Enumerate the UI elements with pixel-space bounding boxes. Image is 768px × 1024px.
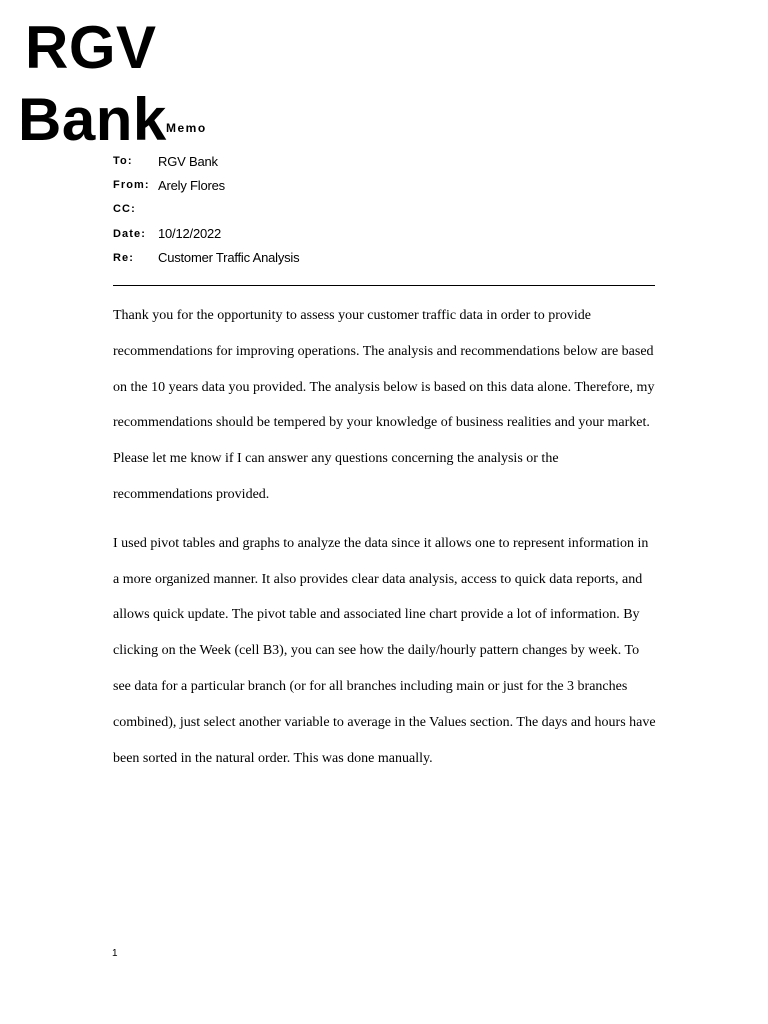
field-re-label: Re: [113,251,135,264]
memo-heading: Memo [166,121,207,135]
header-divider [113,285,655,286]
field-cc [113,197,673,221]
logo-line-1: RGV [25,14,157,81]
memo-body [113,298,658,789]
field-to-value: RGV Bank [158,153,218,169]
body-paragraph-2: I used pivot tables and graphs to analyze the data since it allows one to represent information in a more organized manner. It also provides clear data analysis, access to quick data reports, and allows quick update. The pivot table and associated line chart provide a lot of information. By clicking on the Week (cell B3), you can see how the daily/hourly pattern changes by week. To see data for a particular branch (or for all branches including main or just for the 3 branches combined), just select another variable to average in the Values section. The days and hours have been sorted in the natural order. This was done manually. [113,535,656,766]
field-to-label: To: [113,155,133,168]
field-re [113,246,673,270]
memo-header-fields [113,149,673,270]
body-paragraph-1: Thank you for the opportunity to assess your customer traffic data in order to provide recommendations for improving operations. The analysis and recommendations below are based on the 10 years data you provided. The analysis below is based on this data alone. Therefore, my recommendations should be tempered by your knowledge of business realities and your market. Please let me know if I can answer any questions concerning the analysis or the recommendations provided. [113,308,655,502]
field-cc-label: CC: [113,203,136,216]
field-date-label: Date: [113,227,147,240]
field-date-value: 10/12/2022 [158,226,222,242]
logo-line-2: Bank [18,86,167,153]
page-number: 1 [112,948,118,959]
field-re-value: Customer Traffic Analysis [158,250,300,266]
field-from-label: From: [113,179,150,192]
company-logo [18,12,167,156]
field-date [113,222,673,246]
field-from [113,173,673,197]
field-from-value: Arely Flores [158,177,225,193]
field-to [113,149,673,173]
